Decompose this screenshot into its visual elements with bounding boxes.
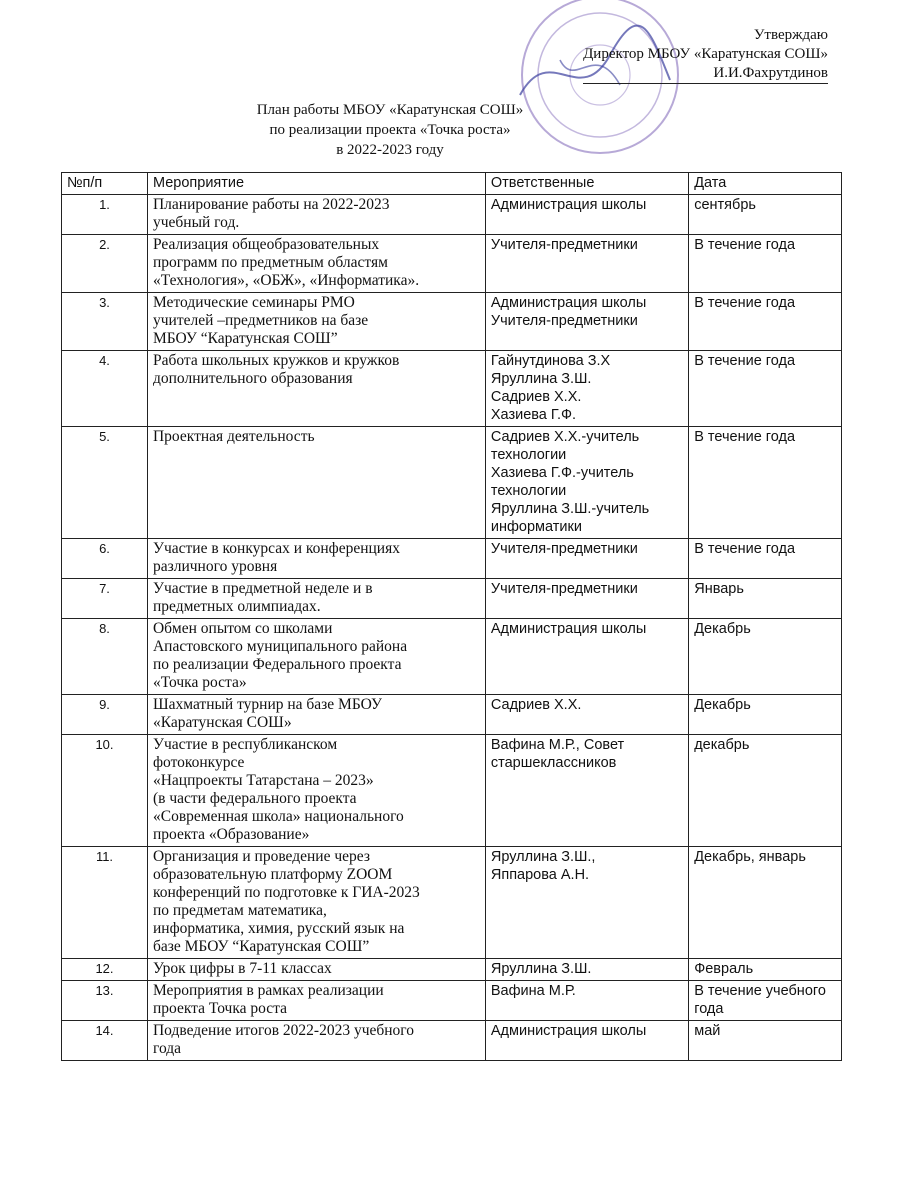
row-event: Работа школьных кружков и кружков дополнительного образования [147,351,485,427]
row-responsible: Яруллина З.Ш. [485,959,688,981]
row-number: 7. [62,579,148,619]
row-date: Февраль [689,959,842,981]
row-number: 3. [62,293,148,351]
row-responsible: Администрация школы [485,619,688,695]
table-header-row [62,173,842,195]
row-event: Обмен опытом со школами Апастовского муниципального района по реализации Федерального проекта «Точка роста» [147,619,485,695]
row-responsible: Учителя-предметники [485,539,688,579]
table-row [62,579,842,619]
row-date: В течение года [689,293,842,351]
row-responsible: Вафина М.Р., Совет старшеклассников [485,735,688,847]
title-line-3: в 2022-2023 году [336,142,444,158]
row-event: Шахматный турнир на базе МБОУ «Каратунская СОШ» [147,695,485,735]
row-responsible: Администрация школы Учителя-предметники [485,293,688,351]
row-event: Подведение итогов 2022-2023 учебного года [147,1021,485,1061]
table-row [62,619,842,695]
row-event: Участие в конкурсах и конференциях различного уровня [147,539,485,579]
row-date: Декабрь, январь [689,847,842,959]
row-number: 1. [62,195,148,235]
header-responsible: Ответственные [485,173,688,195]
row-number: 5. [62,427,148,539]
row-number: 9. [62,695,148,735]
table-row [62,539,842,579]
table-row [62,293,842,351]
row-number: 4. [62,351,148,427]
row-number: 13. [62,981,148,1021]
row-responsible: Администрация школы [485,195,688,235]
title-line-1: План работы МБОУ «Каратунская СОШ» [256,102,524,118]
row-responsible: Садриев Х.Х. [485,695,688,735]
row-number: 8. [62,619,148,695]
row-date: май [689,1021,842,1061]
row-event: Реализация общеобразовательных программ по предметным областям «Технология», «ОБЖ», «Информатика». [147,235,485,293]
row-responsible: Садриев Х.Х.-учитель технологии Хазиева Г.Ф.-учитель технологии Яруллина З.Ш.-учитель информатики [485,427,688,539]
row-event: Участие в предметной неделе и в предметных олимпиадах. [147,579,485,619]
row-date: В течение года [689,351,842,427]
table-row [62,981,842,1021]
table-row [62,695,842,735]
row-responsible: Гайнутдинова З.Х Яруллина З.Ш. Садриев Х.Х. Хазиева Г.Ф. [485,351,688,427]
table-row [62,959,842,981]
row-event: Урок цифры в 7-11 классах [147,959,485,981]
header-date: Дата [689,173,842,195]
header-number: №п/п [62,173,148,195]
table-row [62,235,842,293]
row-number: 2. [62,235,148,293]
header-event: Мероприятие [147,173,485,195]
row-event: Методические семинары РМО учителей –предметников на базе МБОУ “Каратунская СОШ” [147,293,485,351]
row-date: сентябрь [689,195,842,235]
row-date: В течение учебного года [689,981,842,1021]
table-row [62,847,842,959]
row-date: В течение года [689,427,842,539]
row-event: Мероприятия в рамках реализации проекта Точка роста [147,981,485,1021]
row-responsible: Вафина М.Р. [485,981,688,1021]
table-row [62,1021,842,1061]
table-row [62,351,842,427]
document-title [0,100,900,160]
table-row [62,735,842,847]
table-row [62,427,842,539]
row-date: В течение года [689,539,842,579]
row-date: Декабрь [689,695,842,735]
row-number: 11. [62,847,148,959]
row-date: Январь [689,579,842,619]
row-date: В течение года [689,235,842,293]
row-number: 14. [62,1021,148,1061]
row-responsible: Учителя-предметники [485,235,688,293]
row-date: декабрь [689,735,842,847]
row-event: Планирование работы на 2022-2023 учебный год. [147,195,485,235]
row-event: Участие в республиканском фотоконкурсе «Нацпроекты Татарстана – 2023» (в части федерального проекта «Современная школа» национального проекта «Образование» [147,735,485,847]
approval-label: Утверждаю [753,27,828,43]
row-date: Декабрь [689,619,842,695]
row-number: 10. [62,735,148,847]
row-responsible: Яруллина З.Ш., Яппарова А.Н. [485,847,688,959]
row-responsible: Учителя-предметники [485,579,688,619]
approval-block [583,26,828,84]
row-event: Организация и проведение через образовательную платформу ZOOM конференций по подготовке к ГИА-2023 по предметам математика, информатика, химия, русский язык на базе МБОУ “Каратунская СОШ” [147,847,485,959]
plan-table [61,172,842,1061]
row-number: 12. [62,959,148,981]
row-number: 6. [62,539,148,579]
approval-signatory: И.И.Фахрутдинов [583,64,828,84]
title-line-2: по реализации проекта «Точка роста» [269,122,511,138]
approval-position: Директор МБОУ «Каратунская СОШ» [583,46,828,62]
row-responsible: Администрация школы [485,1021,688,1061]
row-event: Проектная деятельность [147,427,485,539]
table-row [62,195,842,235]
